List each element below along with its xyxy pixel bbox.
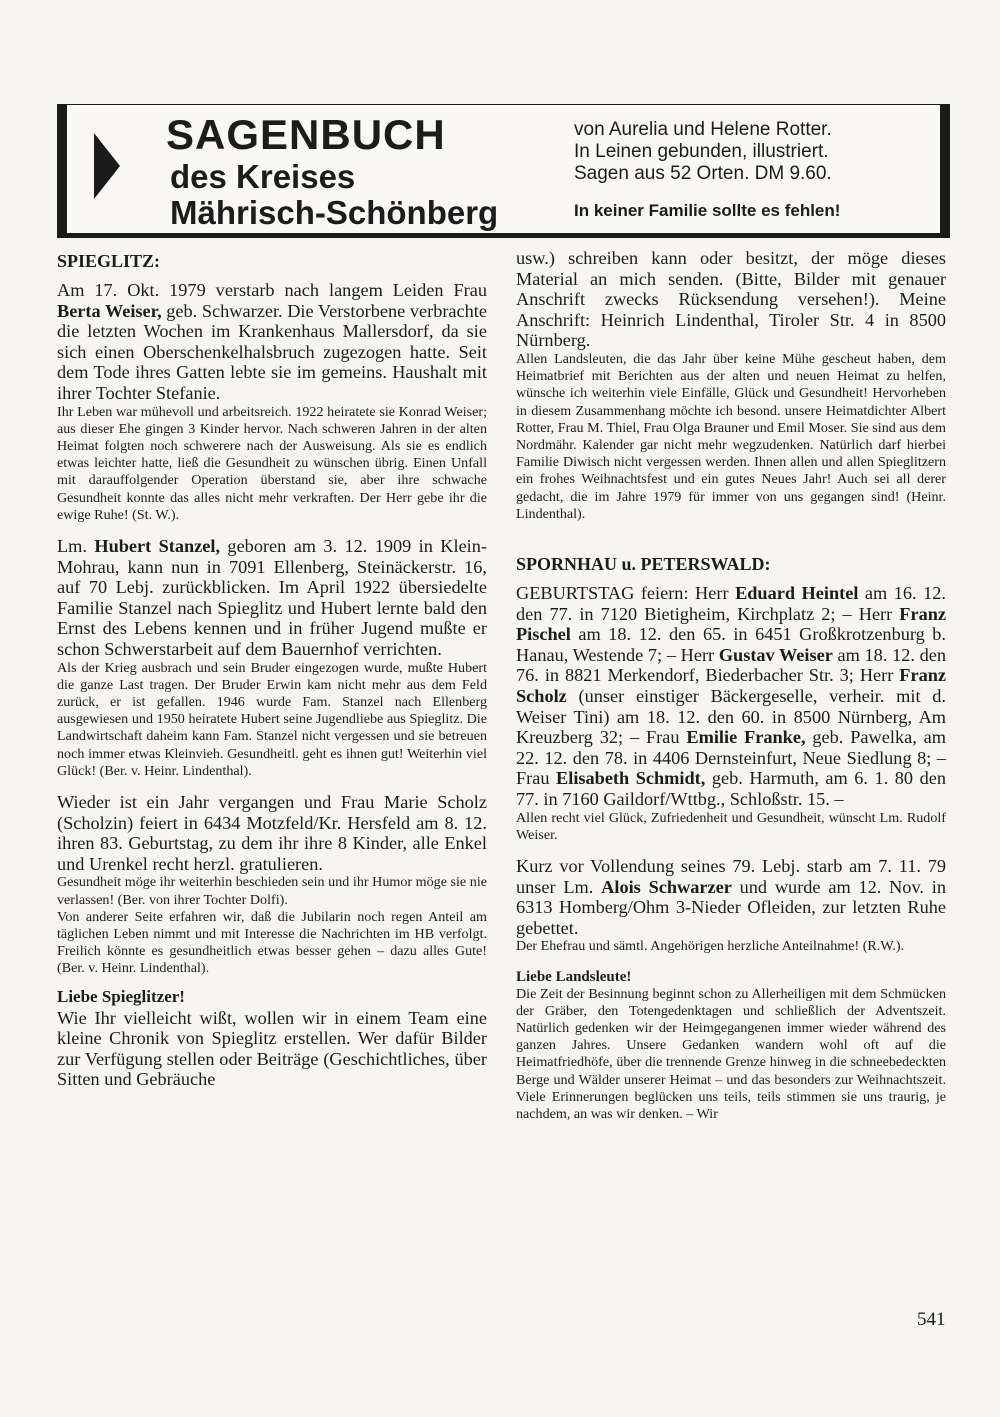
- text: Am 17. Okt. 1979 verstarb nach langem Leiden Frau: [57, 280, 487, 300]
- article-berta-weiser-detail: Ihr Leben war mühevoll und arbeitsreich. 1922 heiratete sie Konrad Weiser; aus dieser Ehe gingen 3 Kinder hervor. Nach schweren Jahren in der alten Heimat folgten noch schwerere nach der Ausweisung. Als sie es endlich etwas leichter hatte, ließ die Gesundheit zu wünschen übrig. Einen Unfall mit darauffolgender Operation überstand sie, aber ihre schwache Gesundheit konnte das alles nicht mehr verkraften. Der Herr gebe ihr die ewige Ruhe! (St. W.).: [57, 403, 487, 523]
- article-hubert-stanzel-detail: Als der Krieg ausbrach und sein Bruder eingezogen wurde, mußte Hubert die ganze Last tragen. Der Bruder Erwin kam nicht mehr aus dem Feld zurück, er ist gefallen. 1946 wurde Fam. Stanzel nach Ellenberg ausgewiesen und 1950 heiratete Hubert seine Jugendliebe aus Spieglitz. Die Landwirtschaft daheim kann Fam. Stanzel nicht vergessen und sie betreuen noch immer etwas Kleinvieh. Gesundheitl. geht es ihnen gut! Weiterhin viel Glück! (Ber. v. Heinr. Lindenthal).: [57, 659, 487, 779]
- text: GEBURTSTAG feiern: Herr: [516, 583, 736, 603]
- person-name: Berta Weiser,: [57, 300, 162, 321]
- ad-slogan: In keiner Familie sollte es fehlen!: [574, 201, 841, 220]
- article-chronik-continued: usw.) schreiben kann oder besitzt, der möge dieses Material an mich senden. (Bitte, Bilder mit genauer Anschrift zwecks Rücksendung versehen!). Meine Anschrift: Heinrich Lindenthal, Tiroler Str. 4 in 8500 Nürnberg.: [516, 248, 946, 351]
- article-alois-schwarzer: [516, 856, 946, 938]
- article-chronik: Wie Ihr vielleicht wißt, wollen wir in einem Team eine kleine Chronik von Spieglitz erstellen. Wer dafür Bilder zur Verfügung stellen oder Beiträge (Geschichtliches, über Sitten und Gebräuche: [57, 1007, 487, 1090]
- text: Kurz vor Vollendung seines 79. Lebj. starb am 7. 11. 79 unser Lm.: [516, 855, 946, 897]
- text: geb. Harmuth, am 6. 1. 80 den 77. in 7160 Gaildorf/Wttbg., Schloßstr. 15. –: [516, 768, 946, 809]
- article-hubert-stanzel: [57, 536, 487, 660]
- ad-right-border: [940, 105, 949, 237]
- person-name: Elisabeth Schmidt,: [556, 768, 706, 789]
- article-marie-scholz-detail-2: Von anderer Seite erfahren wir, daß die Jubilarin noch regen Anteil am täglichen Leben nimmt und mit Interesse die Nachrichten im HB verfolgt. Freilich könnte es gesundheitlich etwas besser gehen – dazu alles Gute! (Ber. v. Heinr. Lindenthal).: [57, 908, 487, 977]
- text: am 16. 12. den 77. in 7120 Bietigheim, Kirchplatz 2; – Herr: [516, 583, 947, 624]
- text: geb. Schwarzer. Die Verstorbene verbrachte die letzten Wochen im Krankenhaus Mallersdorf, da sie sich einen Oberschenkelhalsbruch zugezogen hatte. Seit dem Tode ihres Gatten lebte sie im gemeins. Haushalt mit ihrer Tochter Stefanie.: [57, 300, 487, 403]
- text: geboren am 3. 12. 1909 in Klein-Mohrau, kann nun in 7091 Ellenberg, Steinäckerstr. 16, auf 70 Lebj. zurückblicken. Im April 1922 übersiedelte Familie Stanzel nach Spieglitz und Hubert lernte bald den Ernst des Lebens kennen und in früher Jugend mußte er schon Schwerstarbeit auf dem Bauernhof verrichten.: [57, 535, 487, 659]
- text: (unser einstiger Bäckergeselle, verheir. mit d. Weiser Tini) am 18. 12. den 60. in 8500 Nürnberg, Am Kreuzberg 32; – Frau: [516, 685, 946, 748]
- article-birthdays: [516, 583, 946, 810]
- person-name: Franz Scholz: [516, 665, 946, 706]
- ad-subtitle-2: Mährisch-Schönberg: [170, 194, 499, 231]
- person-name: Franz Pischel: [516, 603, 946, 645]
- ad-desc-line: von Aurelia und Helene Rotter.: [574, 119, 832, 140]
- ad-subtitle-1: des Kreises: [170, 158, 356, 195]
- article-thanks: Allen Landsleuten, die das Jahr über keine Mühe gescheut haben, dem Heimatbrief mit Berichten aus der alten und neuen Heimat zu helfen, wünsche ich weiterhin viele Einfälle, Glück und Gesundheit! Hervorheben in diesem Zusammenhang möchte ich besond. unsere Heimatdichter Albert Rotter, Frau M. Thiel, Frau Olga Brauner und Emil Moser. Sie sind aus dem Nordmähr. Kalender gar nicht mehr wegzudenken. Natürlich darf hierbei Familie Diwisch nicht vergessen werden. Ihnen allen und allen Spieglitzern ein frohes Weihnachtsfest und ein gutes Neues Jahr! Auch sei all derer gedacht, die im Jahre 1979 für immer von uns gegangen sind! (Heinr. Lindenthal).: [516, 350, 946, 522]
- text: am 18. 12. den 65. in 6451 Großkrotzenburg b. Hanau, Westende 7; – Herr: [516, 624, 946, 665]
- section-heading-liebe-spieglitzer: Liebe Spieglitzer!: [57, 986, 185, 1006]
- article-besinnung: Die Zeit der Besinnung beginnt schon zu Allerheiligen mit dem Schmücken der Gräber, den Totengedenktagen und schließlich der Adventszeit. Natürlich gedenken wir der Heimgegangenen immer wieder während des ganzen Jahres. Unsere Gedanken wandern wohl oft auf die Heimatfriedhöfe, über die trennende Grenze hinweg in die schneebedeckten Berge und Wälder unserer Heimat – und das besonders zur Weihnachtszeit. Viele Erinnerungen beglücken uns teils, teils stimmen sie uns traurig, je nachdem, an was wir denken. – Wir: [516, 985, 946, 1122]
- section-heading-spornhau: SPORNHAU u. PETERSWALD:: [516, 554, 771, 574]
- article-berta-weiser: [57, 280, 487, 404]
- person-name: Emilie Franke,: [686, 727, 806, 748]
- ad-description: [574, 119, 934, 185]
- left-column: [57, 250, 487, 1090]
- page-number: 541: [917, 1309, 946, 1330]
- article-birthdays-wishes: Allen recht viel Glück, Zufriedenheit und Gesundheit, wünscht Lm. Rudolf Weiser.: [516, 809, 946, 843]
- person-name: Hubert Stanzel,: [94, 535, 221, 556]
- ad-title: SAGENBUCH: [166, 111, 446, 158]
- ad-desc-line: In Leinen gebunden, illustriert.: [574, 141, 829, 162]
- arrow-icon: [94, 133, 120, 199]
- text: und wurde am 12. Nov. in 6313 Homberg/Ohm 3-Nieder Ofleiden, zur letzten Ruhe gebettet.: [516, 876, 946, 938]
- person-name: Eduard Heintel: [735, 583, 859, 603]
- person-name: Alois Schwarzer: [601, 876, 732, 897]
- article-marie-scholz: Wieder ist ein Jahr vergangen und Frau Marie Scholz (Scholzin) feiert in 6434 Motzfeld/Kr. Hersfeld am 8. 12. ihren 83. Geburtstag, zu dem ihr ihre 8 Kinder, alle Enkel und Urenkel recht herzl. gratulieren.: [57, 791, 487, 874]
- ad-bottom-border: [58, 233, 949, 237]
- book-advertisement: [57, 104, 950, 238]
- text: Lm.: [57, 535, 95, 556]
- ad-desc-line: Sagen aus 52 Orten. DM 9.60.: [574, 163, 832, 184]
- section-heading-liebe-landsleute: Liebe Landsleute!: [516, 968, 632, 985]
- right-column: [516, 248, 946, 1123]
- article-marie-scholz-detail-1: Gesundheit möge ihr weiterhin beschieden sein und ihr Humor möge sie nie verlassen! (Ber. von ihrer Tochter Dolfi).: [57, 874, 487, 908]
- ad-left-border: [58, 105, 67, 237]
- text: am 18. 12. den 76. in 8821 Merkendorf, Biederbacher Str. 3; Herr: [516, 644, 946, 686]
- person-name: Gustav Weiser: [718, 644, 833, 665]
- article-condolence: Der Ehefrau und sämtl. Angehörigen herzliche Anteilnahme! (R.W.).: [516, 938, 905, 955]
- text: geb. Pawelka, am 22. 12. den 78. in 4406 Dernsteinfurt, Neue Siedlung 8; – Frau: [516, 727, 946, 789]
- section-heading-spieglitz: SPIEGLITZ:: [57, 251, 161, 271]
